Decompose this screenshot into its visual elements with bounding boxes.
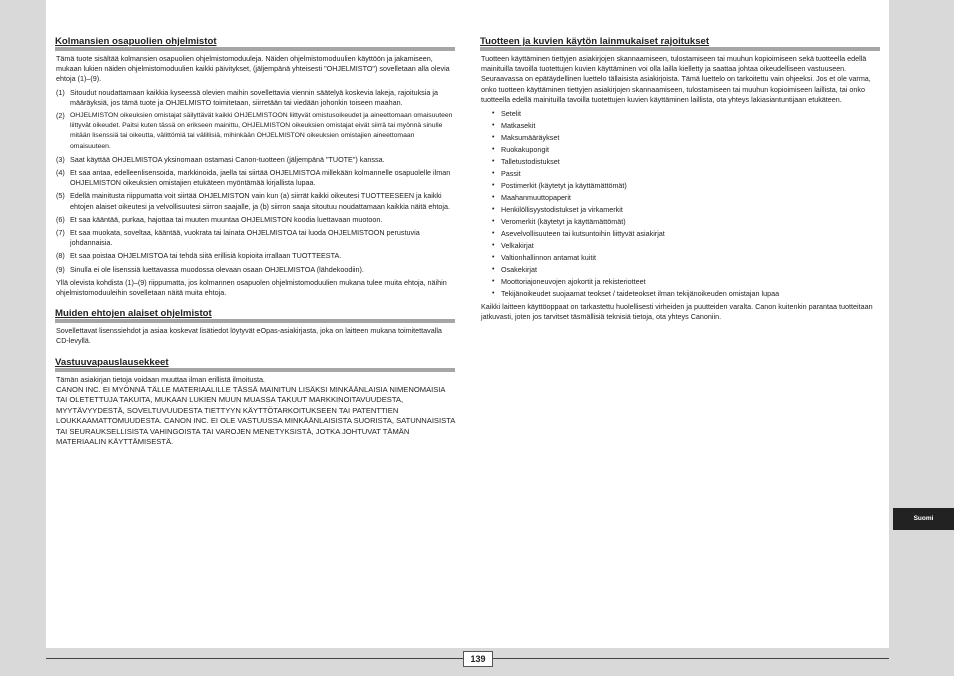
list-item [492,181,880,191]
list-item [492,229,880,239]
list-item-text: Maksumääräykset [501,133,560,143]
bullet-icon: • [492,230,495,238]
list-item-number: (6) [56,214,65,224]
list-item-text: Et saa kääntää, purkaa, hajottaa tai muuten muuntaa OHJELMISTON koodia luettavaan muotoon. [70,214,383,224]
paragraph: CANON INC. EI MYÖNNÄ TÄLLE MATERIAALILLE TÄSSÄ MAINITUN LISÄKSI MINKÄÄNLAISIA NIMENOMAISIA TAI OLETETTUJA TAKUITA, MUKAAN LUKIEN MUUN MUASSA TAKUUT MARKKINOITAVUUDESTA, MYYTÄVYYDESTÄ, SOVELTUVUUDESTA TIETTYYN KÄYTTÖTARKOITUKSEEN TAI PATENTTIEN LOUKKAAMATTOMUUDESTA. CANON INC. EI OLE VASTUUSSA MINKÄÄNLAISISTA SUORISTA, SATUNNAISISTA TAI SEURAUKSELLISISTA VAHINGOISTA TAI VAROJEN MENETYKSISTÄ, JOTKA JOHTUVAT TÄMÄN MATERIAALIN KÄYTTÄMISESTÄ. [56,384,455,446]
list-item [55,168,455,188]
list-item [492,109,880,119]
bullet-icon: • [492,158,495,166]
list-item-number: (5) [56,191,65,201]
list-item [492,121,880,131]
paragraph: Tämä tuote sisältää kolmansien osapuolien ohjelmistomoduuleja. Näiden ohjelmistomoduulien käyttöön ja jakamiseen, mukaan lukien näiden ohjelmistomoduulien kaikki päivitykset, (jäljempänä yhteisesti "OHJELMISTO") sovelletaan alla olevia ehtoja (1)–(9). [56,54,450,84]
list-item-text: Maahanmuuttopaperit [501,193,571,203]
bullet-icon: • [492,194,495,202]
list-item-text: OHJELMISTON oikeuksien omistajat säilyttävät kaikki OHJELMISTOON liittyvät omistusoikeudet ja aineettomaan omaisuuteen liittyvät oikeudet. Paitsi kuten tässä on erikseen mainittu, OHJELMISTON oikeuksien omistajat eivät siirrä tai myönnä sinulle mitään lisenssiä tai oikeutta, välittömiä tai välillisiä, mihinkään OHJELMISTON oikeuksien omistajien aineettomaan omaisuuteen. [70,112,453,150]
numbered-list [55,88,455,275]
bullet-icon: • [492,266,495,274]
bullet-icon: • [492,122,495,130]
list-item [492,169,880,179]
document-page [46,0,889,648]
right-column [480,36,880,326]
list-item [492,241,880,251]
list-item-text: Sitoudut noudattamaan kaikkia kyseessä olevien maihin sovellettavia viennin säätelyä koskevia lakeja, rajoituksia ja määräyksiä, jos tämä tuote ja OHJELMISTO toimitetaan, siirretään tai viedään johonkin toiseen maahan. [70,87,438,107]
bullet-icon: • [492,290,495,298]
bullet-icon: • [492,218,495,226]
paragraph: Tämän asiakirjan tietoja voidaan muuttaa ilman erillistä ilmoitusta. [56,374,265,384]
section-title: Kolmansien osapuolien ohjelmistot [55,36,455,51]
list-item-number: (9) [56,264,65,274]
list-item [492,205,880,215]
list-item-number: (2) [56,111,65,121]
list-item-text: Henkilöllisyystodistukset ja virkamerkit [501,205,623,215]
paragraph: Kaikki laitteen käyttöoppaat on tarkastettu huolellisesti virheiden ja puutteiden varalta. Canon kuitenkin parantaa tuotteitaan jatkuvasti, joten jos tarvitset täsmällisiä teknisiä tietoja, ota yhteys Canoniin. [481,302,873,322]
paragraph: Sovellettavat lisenssiehdot ja asiaa koskevat lisätiedot löytyvät eOpas-asiakirjasta, joka on laitteen mukana toimitettavalla CD-levyllä. [56,326,442,346]
list-item [492,265,880,275]
list-item-text: Ruokakupongit [501,145,549,155]
list-item-text: Moottoriajoneuvojen ajokortit ja rekisteriotteet [501,277,646,287]
list-item [55,265,455,275]
language-tab[interactable]: Suomi [893,508,954,530]
list-item-text: Veromerkit (käytetyt ja käyttämättömät) [501,217,626,227]
bullet-icon: • [492,146,495,154]
list-item-number: (7) [56,228,65,238]
legal-restrictions-section [480,36,880,323]
list-item [492,193,880,203]
list-item-text: Talletustodistukset [501,157,560,167]
bullet-icon: • [492,182,495,190]
list-item [492,277,880,287]
disclaimer-section [55,357,455,448]
list-item-text: Sinulla ei ole lisenssiä luettavassa muodossa olevaan osaan OHJELMISTOA (lähdekoodiin). [70,264,364,274]
bullet-icon: • [492,134,495,142]
list-item-text: Saat käyttää OHJELMISTOA yksinomaan ostamasi Canon-tuotteen (jäljempänä "TUOTE") kanssa. [70,154,385,164]
list-item [55,191,455,211]
section-title: Muiden ehtojen alaiset ohjelmistot [55,308,455,323]
bullet-icon: • [492,242,495,250]
page-number: 139 [463,651,493,667]
list-item-number: (1) [56,87,65,97]
section-title: Vastuuvapauslausekkeet [55,357,455,372]
list-item-text: Asevelvollisuuteen tai kutsuntoihin liittyvät asiakirjat [501,229,665,239]
list-item-text: Valtionhallinnon antamat kuitit [501,253,596,263]
list-item-text: Postimerkit (käytetyt ja käyttämättömät) [501,181,627,191]
bullet-list [480,109,880,299]
list-item [55,155,455,165]
left-column [55,36,455,450]
bullet-icon: • [492,170,495,178]
list-item-text: Et saa muokata, soveltaa, kääntää, vuokrata tai lainata OHJELMISTOA tai luoda OHJELMISTOON perustuvia johdannaisia. [70,228,420,248]
list-item-text: Et saa antaa, edelleenlisensoida, markkinoida, jaella tai siirtää OHJELMISTOA millekään kolmannelle osapuolelle ilman OHJELMISTON oikeuksien omistajien etukäteen myöntämää kirjallista lupaa. [70,168,451,188]
list-item [55,228,455,248]
list-item [492,289,880,299]
list-item-text: Passit [501,169,521,179]
third-party-software-section [55,36,455,298]
section-title: Tuotteen ja kuvien käytön lainmukaiset rajoitukset [480,36,880,51]
list-item [492,157,880,167]
bullet-icon: • [492,206,495,214]
list-item-text: Edellä mainitusta riippumatta voit siirtää OHJELMISTON vain kun (a) siirrät kaikki oikeutesi TUOTTEESEEN ja kaikki ehtojen alaiset oikeutesi ja velvollisuutesi siirron saajalle, ja (b) siirron saaja sitoutuu noudattamaan kaikkia näitä ehtoja. [70,191,450,211]
list-item [55,251,455,261]
list-item-text: Et saa poistaa OHJELMISTOA tai tehdä siitä erillisiä kopioita irrallaan TUOTTEESTA. [70,251,342,261]
list-item [492,145,880,155]
other-terms-section [55,308,455,346]
list-item-text: Velkakirjat [501,241,534,251]
paragraph: Tuotteen käyttäminen tiettyjen asiakirjojen skannaamiseen, tulostamiseen tai muuhun kopioimiseen sekä tuotteella edellä mainituilla tavoilla tuotettujen kuvien käyttäminen voi olla lailla kielletty ja saattaa johtaa oikeudelliseen vastuuseen. Seuraavassa on epätäydellinen luettelo tällaisista asiakirjoista. Tämä luettelo on tarkoitettu vain ohjeeksi. Jos et ole varma, onko tuotteen käyttäminen tiettyjen asiakirjojen skannaamiseen, tulostamiseen tai muuhun kopioimiseen laillista, tai onko tuotteella edellä mainituilla tavoilla tuotettujen kuvien käyttäminen laillista, ota yhteys lakiasiantuntijaan etukäteen. [481,54,871,104]
list-item [492,217,880,227]
list-item-number: (4) [56,168,65,178]
list-item [492,133,880,143]
list-item-number: (8) [56,251,65,261]
list-item-number: (3) [56,154,65,164]
list-item-text: Matkasekit [501,121,536,131]
list-item-text: Tekijänoikeudet suojaamat teokset / taideteokset ilman tekijänoikeuden omistajan lupaa [501,289,780,299]
list-item [55,215,455,225]
bullet-icon: • [492,110,495,118]
list-item [55,111,455,152]
bullet-icon: • [492,278,495,286]
list-item-text: Setelit [501,109,521,119]
list-item [492,253,880,263]
paragraph: Yllä olevista kohdista (1)–(9) riippumatta, jos kolmannen osapuolen ohjelmistomoduulien mukana tulee muita ehtoja, näihin ohjelmistomoduuleihin sovelletaan näitä muita ehtoja. [56,277,447,298]
list-item [55,88,455,108]
bullet-icon: • [492,254,495,262]
list-item-text: Osakekirjat [501,265,537,275]
